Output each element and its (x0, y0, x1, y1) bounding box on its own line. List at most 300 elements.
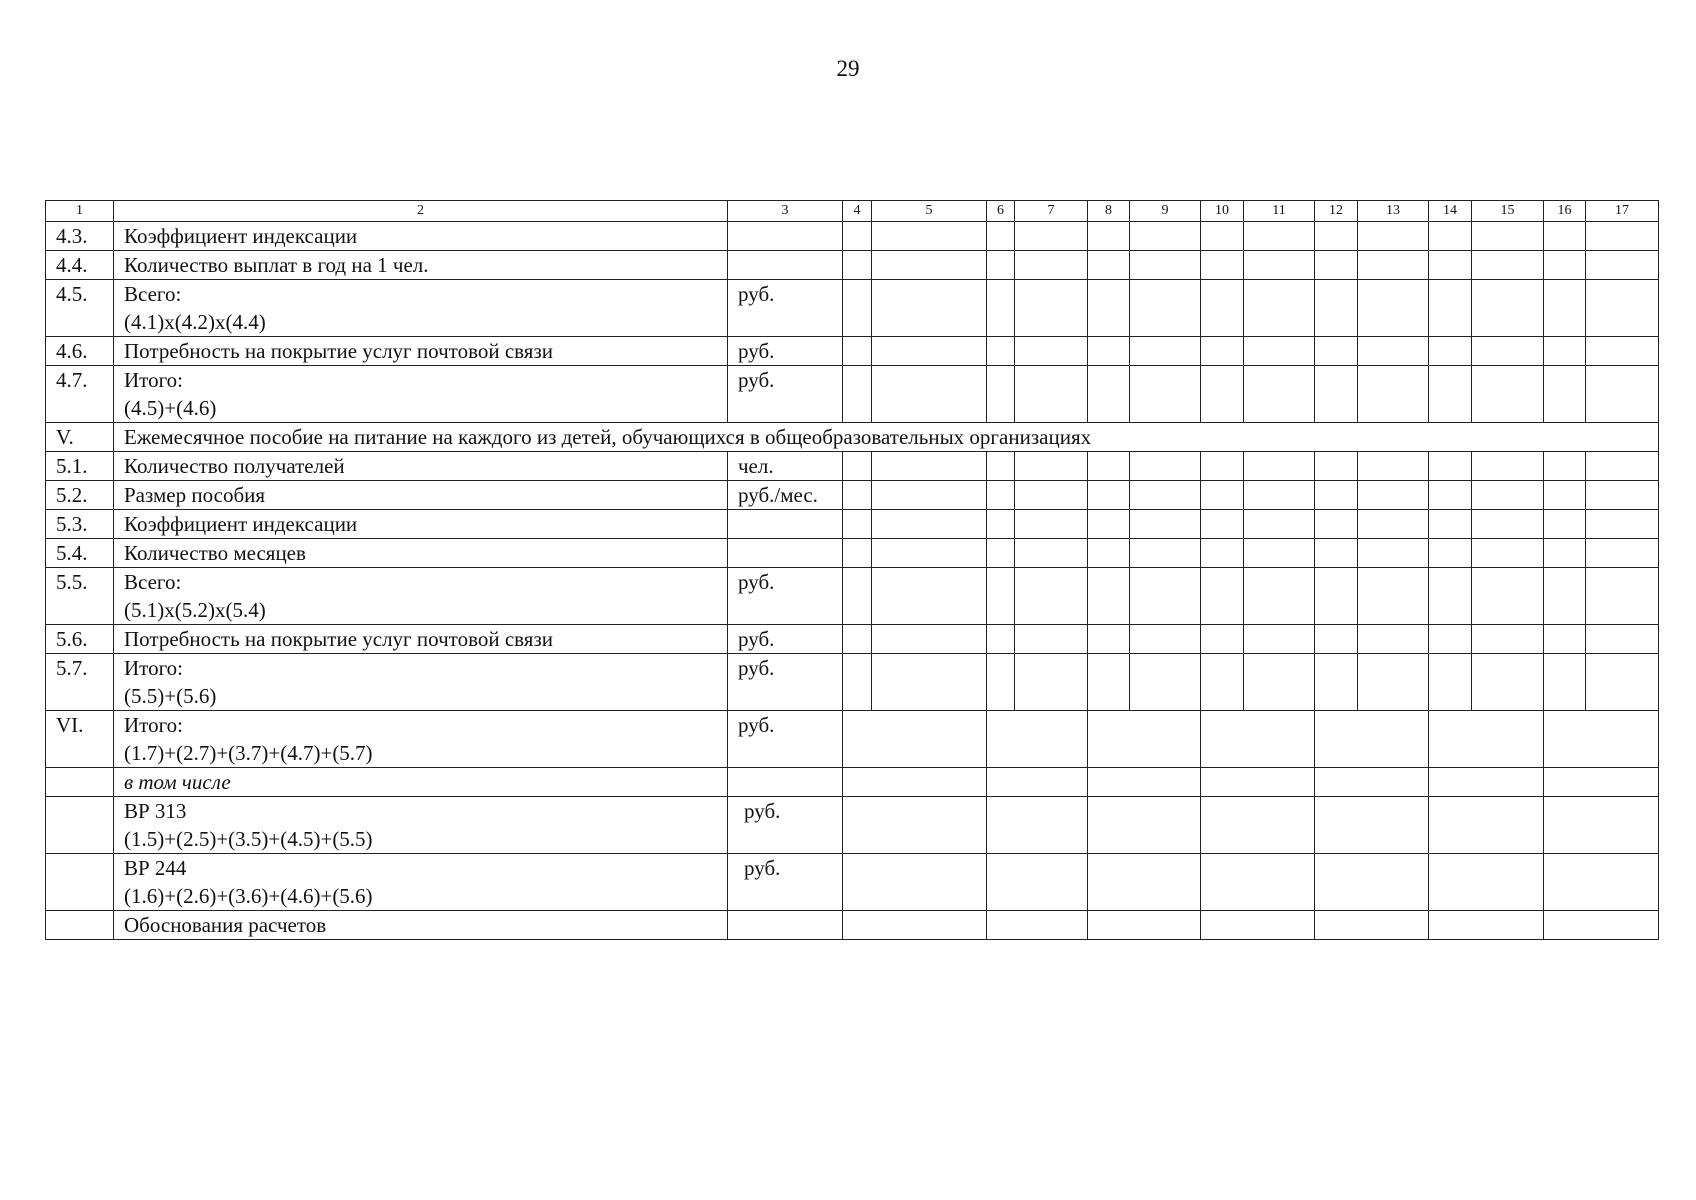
data-cell (872, 280, 987, 337)
data-cell (843, 251, 872, 280)
row-unit (728, 854, 843, 911)
data-cell (1544, 768, 1659, 797)
data-cell (987, 711, 1088, 768)
data-cell (1358, 251, 1429, 280)
data-cell (1472, 222, 1544, 251)
row-description (114, 481, 728, 510)
data-cell (1544, 625, 1586, 654)
data-cell (843, 222, 872, 251)
data-cell (1472, 452, 1544, 481)
row-unit: руб./мес. (728, 481, 843, 510)
row-formula: (1.5)+(2.5)+(3.5)+(4.5)+(5.5) (124, 827, 373, 851)
data-cell (1201, 280, 1244, 337)
column-header: 13 (1358, 201, 1429, 222)
data-cell (1315, 510, 1358, 539)
data-cell (1088, 911, 1201, 940)
data-cell (1088, 337, 1130, 366)
data-cell (1315, 568, 1358, 625)
data-cell (1201, 481, 1244, 510)
data-cell (1130, 222, 1201, 251)
data-cell (1315, 768, 1429, 797)
data-cell (1315, 366, 1358, 423)
table-row (46, 452, 1659, 481)
page-number: 29 (836, 56, 860, 81)
data-cell (987, 797, 1088, 854)
row-unit (728, 797, 843, 854)
data-cell (1544, 222, 1586, 251)
column-header: 17 (1586, 201, 1659, 222)
data-cell (1472, 625, 1544, 654)
data-cell (1358, 366, 1429, 423)
data-cell (843, 280, 872, 337)
data-cell (843, 337, 872, 366)
row-unit: руб. (728, 280, 843, 337)
data-cell (1472, 280, 1544, 337)
table-row (46, 366, 1659, 423)
data-cell (987, 654, 1015, 711)
data-cell (1315, 452, 1358, 481)
data-cell (1544, 568, 1586, 625)
row-formula: (4.5)+(4.6) (124, 396, 217, 420)
justification-row (46, 911, 1659, 940)
data-cell (1088, 568, 1130, 625)
column-header: 3 (728, 201, 843, 222)
data-cell (1201, 625, 1244, 654)
row-unit: руб. (728, 711, 843, 768)
table-row (46, 337, 1659, 366)
row-description (114, 711, 728, 768)
data-cell (1472, 251, 1544, 280)
budget-calculation-table (45, 200, 1659, 940)
data-cell (987, 452, 1015, 481)
row-number: 4.6. (46, 337, 114, 366)
table-row (46, 510, 1659, 539)
data-cell (1130, 568, 1201, 625)
row-number (46, 797, 114, 854)
row-description (114, 797, 728, 854)
data-cell (1586, 625, 1659, 654)
data-cell (1429, 768, 1544, 797)
column-header: 12 (1315, 201, 1358, 222)
data-cell (1429, 797, 1544, 854)
data-cell (1130, 625, 1201, 654)
data-cell (987, 337, 1015, 366)
data-cell (1130, 337, 1201, 366)
data-cell (843, 452, 872, 481)
data-cell (843, 568, 872, 625)
row-description (114, 510, 728, 539)
subtotal-label-row (46, 768, 1659, 797)
data-cell (1315, 251, 1358, 280)
data-cell (1544, 452, 1586, 481)
table-row (46, 280, 1659, 337)
data-cell (1201, 854, 1315, 911)
data-cell (1358, 539, 1429, 568)
data-cell (1015, 568, 1088, 625)
data-cell (1201, 251, 1244, 280)
data-cell (872, 337, 987, 366)
row-description (114, 366, 728, 423)
data-cell (987, 625, 1015, 654)
row-number: 4.3. (46, 222, 114, 251)
data-cell (1088, 711, 1201, 768)
data-cell (843, 539, 872, 568)
data-cell (1201, 539, 1244, 568)
data-cell (1586, 366, 1659, 423)
data-cell (1586, 654, 1659, 711)
data-cell (872, 625, 987, 654)
data-cell (1201, 366, 1244, 423)
column-number-row (46, 201, 1659, 222)
row-number: 4.4. (46, 251, 114, 280)
row-text-line: Количество выплат в год на 1 чел. (124, 253, 429, 277)
data-cell (1358, 625, 1429, 654)
row-number: 5.6. (46, 625, 114, 654)
data-cell (1544, 654, 1586, 711)
data-cell (987, 568, 1015, 625)
row-text-line: ВР 244 (124, 856, 187, 880)
data-cell (987, 911, 1088, 940)
data-cell (872, 222, 987, 251)
data-cell (1244, 366, 1315, 423)
data-cell (1130, 481, 1201, 510)
row-text-line: Всего: (124, 570, 182, 594)
data-cell (843, 711, 987, 768)
data-cell (1201, 452, 1244, 481)
data-cell (1429, 452, 1472, 481)
data-cell (987, 510, 1015, 539)
data-cell (1315, 654, 1358, 711)
data-cell (1088, 280, 1130, 337)
table-row (46, 539, 1659, 568)
data-cell (843, 366, 872, 423)
row-number (46, 768, 114, 797)
data-cell (1429, 222, 1472, 251)
row-text-line: Всего: (124, 282, 182, 306)
data-cell (1088, 539, 1130, 568)
data-cell (1472, 510, 1544, 539)
row-unit: руб. (728, 366, 843, 423)
data-cell (843, 481, 872, 510)
data-cell (1315, 711, 1429, 768)
data-cell (1130, 510, 1201, 539)
row-formula: (5.5)+(5.6) (124, 684, 217, 708)
row-description (114, 222, 728, 251)
data-cell (1130, 366, 1201, 423)
row-number (46, 854, 114, 911)
row-number: 5.1. (46, 452, 114, 481)
data-cell (1315, 797, 1429, 854)
data-cell (1586, 280, 1659, 337)
data-cell (1429, 625, 1472, 654)
row-description (114, 251, 728, 280)
data-cell (1429, 854, 1544, 911)
data-cell (1201, 510, 1244, 539)
data-cell (1544, 366, 1586, 423)
data-cell (872, 366, 987, 423)
data-cell (1429, 568, 1472, 625)
data-cell (1544, 911, 1659, 940)
data-cell (1544, 280, 1586, 337)
data-cell (1429, 280, 1472, 337)
row-description (114, 539, 728, 568)
data-cell (1201, 797, 1315, 854)
data-cell (1586, 510, 1659, 539)
data-cell (1201, 654, 1244, 711)
data-cell (987, 280, 1015, 337)
row-description (114, 654, 728, 711)
row-number: 5.2. (46, 481, 114, 510)
data-cell (1244, 222, 1315, 251)
data-cell (1244, 337, 1315, 366)
data-cell (1244, 452, 1315, 481)
row-text-line: Обоснования расчетов (124, 913, 327, 937)
data-cell (1358, 337, 1429, 366)
data-cell (1586, 222, 1659, 251)
row-description (114, 911, 728, 940)
data-cell (1586, 452, 1659, 481)
data-cell (1315, 222, 1358, 251)
data-cell (1586, 539, 1659, 568)
table-row (46, 222, 1659, 251)
data-cell (1429, 251, 1472, 280)
data-cell (1088, 797, 1201, 854)
data-cell (1015, 251, 1088, 280)
row-text-line: ВР 313 (124, 799, 187, 823)
data-cell (1201, 711, 1315, 768)
data-cell (1201, 222, 1244, 251)
data-cell (843, 797, 987, 854)
data-cell (1201, 568, 1244, 625)
data-cell (872, 510, 987, 539)
row-number: 5.4. (46, 539, 114, 568)
data-cell (987, 539, 1015, 568)
data-cell (1015, 625, 1088, 654)
data-cell (987, 222, 1015, 251)
data-cell (1358, 222, 1429, 251)
data-cell (1315, 481, 1358, 510)
data-cell (1429, 366, 1472, 423)
data-cell (843, 510, 872, 539)
data-cell (1315, 854, 1429, 911)
data-cell (1015, 539, 1088, 568)
data-cell (1088, 510, 1130, 539)
data-cell (1088, 768, 1201, 797)
row-unit (728, 911, 843, 940)
row-text-line: Потребность на покрытие услуг почтовой связи (124, 339, 553, 363)
row-formula: (1.7)+(2.7)+(3.7)+(4.7)+(5.7) (124, 741, 373, 765)
table-row (46, 481, 1659, 510)
data-cell (872, 452, 987, 481)
row-unit: руб. (728, 568, 843, 625)
row-description (114, 854, 728, 911)
column-header: 6 (987, 201, 1015, 222)
data-cell (1015, 337, 1088, 366)
row-number: VI. (46, 711, 114, 768)
data-cell (1544, 539, 1586, 568)
data-cell (1358, 510, 1429, 539)
data-cell (987, 251, 1015, 280)
data-cell (1429, 481, 1472, 510)
row-formula: (4.1)х(4.2)х(4.4) (124, 310, 266, 334)
row-number: 5.3. (46, 510, 114, 539)
column-header: 4 (843, 201, 872, 222)
data-cell (1429, 911, 1544, 940)
data-cell (1130, 452, 1201, 481)
section-row (46, 423, 1659, 452)
data-cell (1472, 337, 1544, 366)
data-cell (1015, 510, 1088, 539)
row-text-line: Количество получателей (124, 454, 345, 478)
data-cell (1429, 711, 1544, 768)
data-cell (843, 654, 872, 711)
data-cell (1358, 654, 1429, 711)
data-cell (1429, 337, 1472, 366)
row-formula: (1.6)+(2.6)+(3.6)+(4.6)+(5.6) (124, 884, 373, 908)
data-cell (1201, 337, 1244, 366)
data-cell (1015, 452, 1088, 481)
row-description (114, 768, 728, 797)
column-header: 11 (1244, 201, 1315, 222)
data-cell (1244, 654, 1315, 711)
table-row (46, 654, 1659, 711)
data-cell (1472, 481, 1544, 510)
column-header: 7 (1015, 201, 1088, 222)
data-cell (1201, 911, 1315, 940)
data-cell (1429, 539, 1472, 568)
column-header: 14 (1429, 201, 1472, 222)
data-cell (1088, 452, 1130, 481)
data-cell (1244, 625, 1315, 654)
data-cell (843, 911, 987, 940)
row-text-line: Итого: (124, 656, 183, 680)
data-cell (987, 854, 1088, 911)
data-cell (987, 768, 1088, 797)
data-cell (1358, 452, 1429, 481)
data-cell (1544, 481, 1586, 510)
data-cell (1015, 654, 1088, 711)
row-unit (728, 510, 843, 539)
row-text-line: Размер пособия (124, 483, 266, 507)
data-cell (1315, 280, 1358, 337)
row-unit: руб. (728, 654, 843, 711)
table-row (46, 625, 1659, 654)
data-cell (1244, 251, 1315, 280)
data-cell (1244, 568, 1315, 625)
section-title: Ежемесячное пособие на питание на каждого из детей, обучающихся в общеобразовательных организациях (114, 423, 1659, 452)
data-cell (1544, 337, 1586, 366)
data-cell (1015, 481, 1088, 510)
column-header: 1 (46, 201, 114, 222)
row-text-line: Итого: (124, 368, 183, 392)
row-number: 5.7. (46, 654, 114, 711)
row-description (114, 337, 728, 366)
data-cell (872, 481, 987, 510)
column-header: 8 (1088, 201, 1130, 222)
data-cell (1088, 366, 1130, 423)
data-cell (1130, 251, 1201, 280)
data-cell (1244, 481, 1315, 510)
row-unit: чел. (728, 452, 843, 481)
row-number: 4.5. (46, 280, 114, 337)
data-cell (1015, 222, 1088, 251)
data-cell (1429, 654, 1472, 711)
row-text-line: Потребность на покрытие услуг почтовой связи (124, 627, 553, 651)
row-description (114, 625, 728, 654)
row-unit (728, 768, 843, 797)
column-header: 2 (114, 201, 728, 222)
data-cell (1244, 280, 1315, 337)
data-cell (987, 481, 1015, 510)
data-cell (1586, 251, 1659, 280)
data-cell (1586, 481, 1659, 510)
data-cell (1088, 251, 1130, 280)
data-cell (1315, 539, 1358, 568)
row-number: 5.5. (46, 568, 114, 625)
data-cell (1130, 539, 1201, 568)
data-cell (1315, 337, 1358, 366)
row-text-line: Количество месяцев (124, 541, 306, 565)
data-cell (1088, 654, 1130, 711)
column-header: 16 (1544, 201, 1586, 222)
data-cell (1472, 568, 1544, 625)
row-description (114, 568, 728, 625)
data-cell (1315, 625, 1358, 654)
row-unit (728, 251, 843, 280)
table-row (46, 568, 1659, 625)
data-cell (872, 568, 987, 625)
row-text-line: Итого: (124, 713, 183, 737)
row-unit (728, 222, 843, 251)
total-row (46, 711, 1659, 768)
column-header: 5 (872, 201, 987, 222)
data-cell (1544, 854, 1659, 911)
data-cell (1315, 911, 1429, 940)
data-cell (1244, 510, 1315, 539)
total-row (46, 797, 1659, 854)
row-unit: руб. (728, 337, 843, 366)
data-cell (872, 654, 987, 711)
row-text-line: Коэффициент индексации (124, 224, 358, 248)
data-cell (1586, 337, 1659, 366)
row-unit: руб. (728, 625, 843, 654)
data-cell (1130, 654, 1201, 711)
table-row (46, 251, 1659, 280)
row-unit-text: руб. (744, 799, 781, 823)
data-cell (1544, 510, 1586, 539)
row-number: 4.7. (46, 366, 114, 423)
data-cell (1544, 797, 1659, 854)
data-cell (1472, 654, 1544, 711)
data-cell (1015, 280, 1088, 337)
total-row (46, 854, 1659, 911)
data-cell (872, 251, 987, 280)
data-cell (1472, 366, 1544, 423)
row-number (46, 911, 114, 940)
data-cell (987, 366, 1015, 423)
data-cell (1088, 481, 1130, 510)
row-text-line: Коэффициент индексации (124, 512, 358, 536)
column-header: 15 (1472, 201, 1544, 222)
data-cell (1088, 222, 1130, 251)
data-cell (843, 768, 987, 797)
row-description (114, 280, 728, 337)
row-formula: (5.1)х(5.2)х(5.4) (124, 598, 266, 622)
row-text-line: в том числе (124, 770, 231, 794)
data-cell (1429, 510, 1472, 539)
column-header: 9 (1130, 201, 1201, 222)
column-header: 10 (1201, 201, 1244, 222)
